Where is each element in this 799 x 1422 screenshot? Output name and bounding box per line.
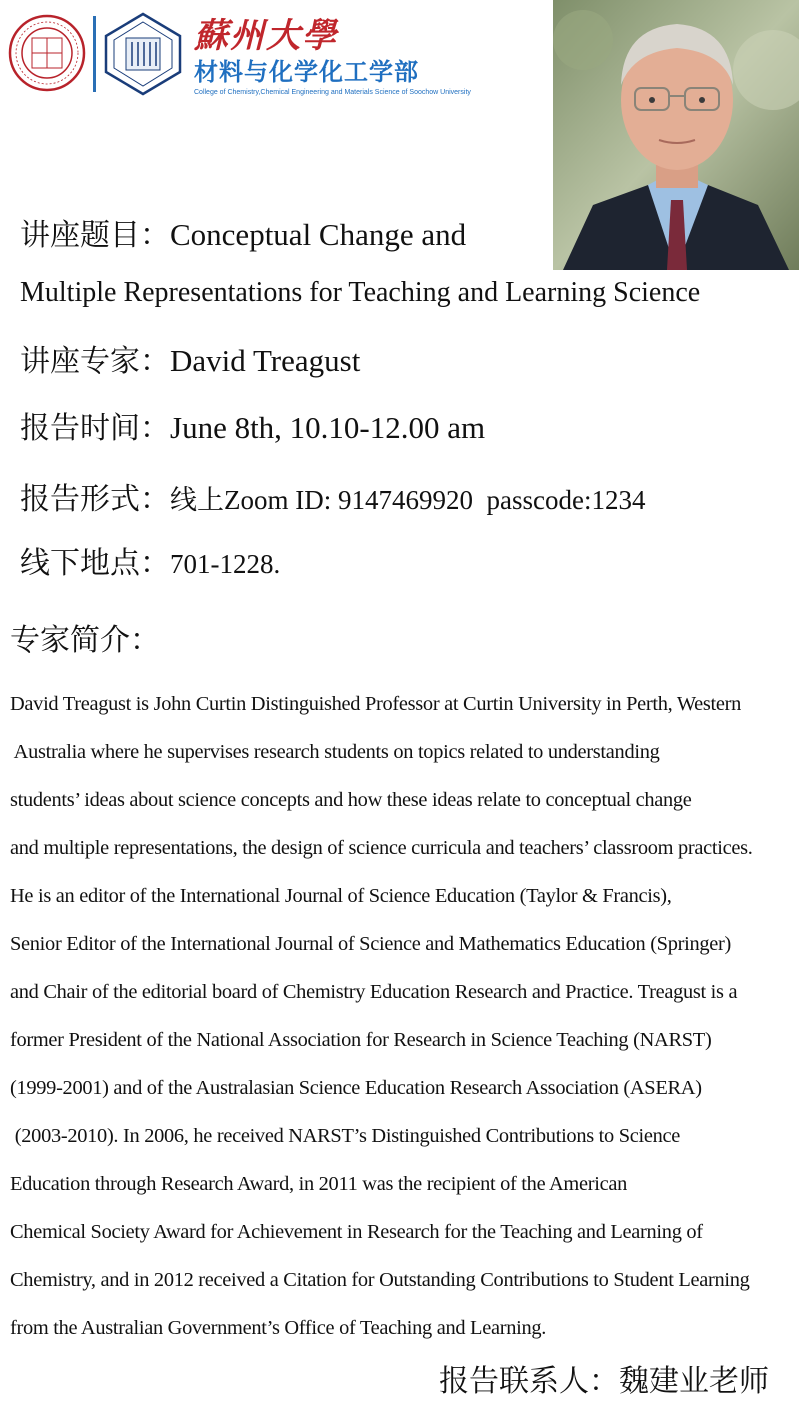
bio-line: former President of the National Association for Research in Science Teaching (NARST) bbox=[10, 1029, 712, 1051]
lecture-title-line1: Conceptual Change and bbox=[170, 217, 467, 252]
logo-divider bbox=[93, 16, 96, 92]
speaker-name: David Treagust bbox=[170, 343, 361, 378]
lecture-title-label: 讲座题目： bbox=[20, 218, 170, 253]
format-label: 报告形式： bbox=[20, 482, 170, 517]
bio-line: and multiple representations, the design of science curricula and teachers’ classroom practices. bbox=[10, 837, 753, 859]
bio-line: Australia where he supervises research students on topics related to understanding bbox=[10, 741, 660, 763]
bio-line: (2003-2010). In 2006, he received NARST’s Distinguished Contributions to Science bbox=[10, 1125, 681, 1147]
intro-heading: 专家简介： bbox=[10, 623, 160, 658]
lecture-title-line2: Multiple Representations for Teaching and Learning Science bbox=[20, 277, 701, 308]
college-logo bbox=[104, 12, 182, 96]
format-row bbox=[20, 474, 645, 518]
bio-line: (1999-2001) and of the Australasian Science Education Research Association (ASERA) bbox=[10, 1077, 702, 1099]
location-label: 线下地点： bbox=[20, 546, 170, 581]
location-row bbox=[20, 538, 280, 582]
contact-person: 报告联系人：魏建业老师 bbox=[439, 1364, 769, 1399]
speaker-row bbox=[20, 336, 360, 380]
bio-line: students’ ideas about science concepts and how these ideas relate to conceptual change bbox=[10, 789, 692, 811]
college-name-cn: 材料与化学化工学部 bbox=[194, 58, 419, 86]
location-value: 701-1228. bbox=[170, 549, 281, 579]
format-value: Zoom ID: 9147469920 passcode:1234 bbox=[224, 485, 646, 515]
speaker-label: 讲座专家： bbox=[20, 344, 170, 379]
university-seal-logo bbox=[8, 14, 86, 92]
university-calligraphy: 蘇州大學 bbox=[194, 16, 338, 56]
bio-line: Chemistry, and in 2012 received a Citation for Outstanding Contributions to Student Learning bbox=[10, 1269, 750, 1291]
format-online: 线上 bbox=[170, 485, 224, 515]
bio-line: Education through Research Award, in 2011 was the recipient of the American bbox=[10, 1173, 627, 1195]
time-value: June 8th, 10.10-12.00 am bbox=[170, 410, 486, 445]
bio-line: He is an editor of the International Journal of Science Education (Taylor & Francis), bbox=[10, 885, 672, 907]
time-label: 报告时间： bbox=[20, 411, 170, 446]
bio-line: from the Australian Government’s Office of Teaching and Learning. bbox=[10, 1317, 547, 1339]
bio-line: and Chair of the editorial board of Chemistry Education Research and Practice. Treagust is a bbox=[10, 981, 738, 1003]
speaker-portrait bbox=[553, 0, 799, 270]
bio-line: Chemical Society Award for Achievement in Research for the Teaching and Learning of bbox=[10, 1221, 703, 1243]
college-name-en: College of Chemistry,Chemical Engineering and Materials Science of Soochow University bbox=[194, 89, 471, 96]
lecture-title-row bbox=[20, 210, 466, 254]
bio-text bbox=[10, 680, 799, 1352]
bio-line: Senior Editor of the International Journal of Science and Mathematics Education (Springer) bbox=[10, 933, 731, 955]
time-row bbox=[20, 403, 485, 447]
bio-line: David Treagust is John Curtin Distinguished Professor at Curtin University in Perth, Western bbox=[10, 693, 742, 715]
